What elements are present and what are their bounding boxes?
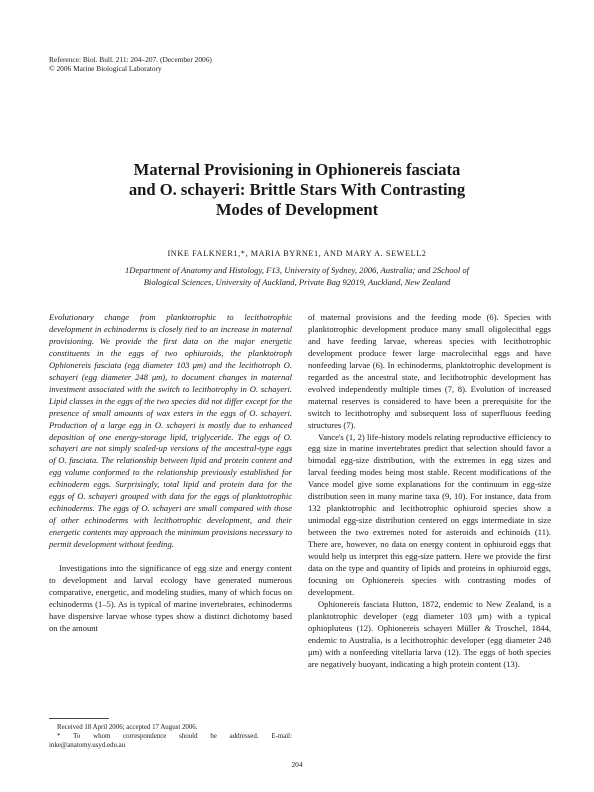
author-list: INKE FALKNER1,*, MARIA BYRNE1, AND MARY A. SEWELL2 bbox=[167, 249, 427, 258]
body-paragraph: Investigations into the significance of egg size and energy content to development and larval ecology have generated numerous comparative, energetic, and modeling studies, many of which focus on echinoderms (1–5). As is typical of marine invertebrates, echinoderms have dispersive larvae whose types show a distinct dichotomy based on the amount bbox=[49, 563, 292, 633]
body-paragraph: Vance's (1, 2) life-history models relating reproductive efficiency to egg size in marine invertebrates predict that selection should favor a bimodal egg-size distribution, with the extremes in egg sizes and larval feeding modes being most stable. Recent modifications of the Vance model give some explanations for the continuum in egg-size distribution seen in many marine taxa (9, 10). For instance, data from 132 planktotrophic and lecithotrophic ophiuroid species show a unimodal egg-size distribution centered on eggs intermediate in size between the two extremes noted for asteroids and echinoids (11). There are, however, no data on energy content in ophiuroid eggs that would help us interpret this egg-size pattern. Here we provide the first data on the type and quantity of lipids and proteins in ophiuroid eggs, focusing on Ophionereis species with contrasting modes of development. bbox=[308, 431, 551, 597]
affiliations bbox=[60, 264, 534, 288]
affiliation-line-2: Biological Sciences, University of Auckland, Private Bag 92019, Auckland, New Zealand bbox=[143, 277, 451, 287]
right-column bbox=[308, 312, 551, 671]
title-line-2: and O. schayeri: Brittle Stars With Contrasting bbox=[128, 180, 466, 199]
correspondence-note: * To whom correspondence should be addressed. E-mail: inke@anatomy.usyd.edu.au bbox=[49, 733, 292, 749]
footnote bbox=[49, 723, 292, 750]
citation-line: Reference: Biol. Bull. 211: 204–207. (December 2006) bbox=[49, 55, 212, 64]
page-number: 204 bbox=[291, 760, 303, 769]
footnote-divider bbox=[49, 718, 109, 719]
abstract: Evolutionary change from planktotrophic to lecithotrophic development in echinoderms is closely tied to an increase in maternal provisioning. We provide the first data on the major energetic constituents in the eggs of two ophiuroids, the planktotroph Ophionereis fasciata (egg diameter 103 μm) and the lecithotroph O. schayeri (egg diameter 248 μm), to document changes in maternal investment associated with the switch to lecithotrophy in O. schayeri. Lipid classes in the eggs of the two species did not differ except for the presence of small amounts of wax esters in the eggs of O. schayeri. Production of a large egg in O. schayeri is mostly due to enhanced deposition of one energy-storage lipid, triglyceride. The eggs of O. schayeri are not simply scaled-up versions of the ancestral-type eggs of O. fasciata. The relationship between lipid and protein content and egg volume conformed to the relationship previously established for echinoderm eggs. Surprisingly, total lipid and protein data for the eggs of O. schayeri grouped with data for the eggs of planktotrophic echinoderms. The eggs of O. schayeri are small compared with those of other echinoderms with lecithotrophic development, and their energetic contents may approach the minimum provisions necessary to permit development without feeding. bbox=[49, 312, 292, 550]
title-line-3: Modes of Development bbox=[215, 200, 379, 219]
article-title bbox=[60, 160, 534, 220]
body-paragraph: Ophionereis fasciata Hutton, 1872, endemic to New Zealand, is a planktotrophic developer (egg diameter 103 μm) with a typical ophiopluteus (12). Ophionereis schayeri Müller & Troschel, 1844, endemic to Australia, is a lecithotrophic developer (egg diameter 248 μm) with a nonfeeding vitellaria larva (12). The eggs of both species are negatively buoyant, indicating a high protein content (13). bbox=[308, 598, 551, 669]
received-date: Received 18 April 2006; accepted 17 August 2006. bbox=[57, 724, 198, 731]
body-paragraph: of maternal provisions and the feeding mode (6). Species with planktotrophic development produce many small oligolecithal eggs and have feeding larvae, whereas species with lecithotrophic development produce fewer large macrolecithal eggs and have nonfeeding larvae (6). In echinoderms, planktotrophic development is regarded as the ancestral state, and lecithotrophic development has evolved independently multiple times (7, 8). Evolution of increased maternal reserves is considered to have been a prerequisite for the switch to lecithotrophy and subsequent loss of superfluous feeding structures (7). bbox=[308, 312, 551, 430]
affiliation-line-1: 1Department of Anatomy and Histology, F13, University of Sydney, 2006, Australia; and 2School of bbox=[124, 265, 470, 275]
title-line-1: Maternal Provisioning in Ophionereis fasciata bbox=[133, 160, 461, 179]
copyright-line: © 2006 Marine Biological Laboratory bbox=[49, 64, 162, 73]
reference-header bbox=[49, 55, 212, 73]
left-column bbox=[49, 312, 292, 635]
